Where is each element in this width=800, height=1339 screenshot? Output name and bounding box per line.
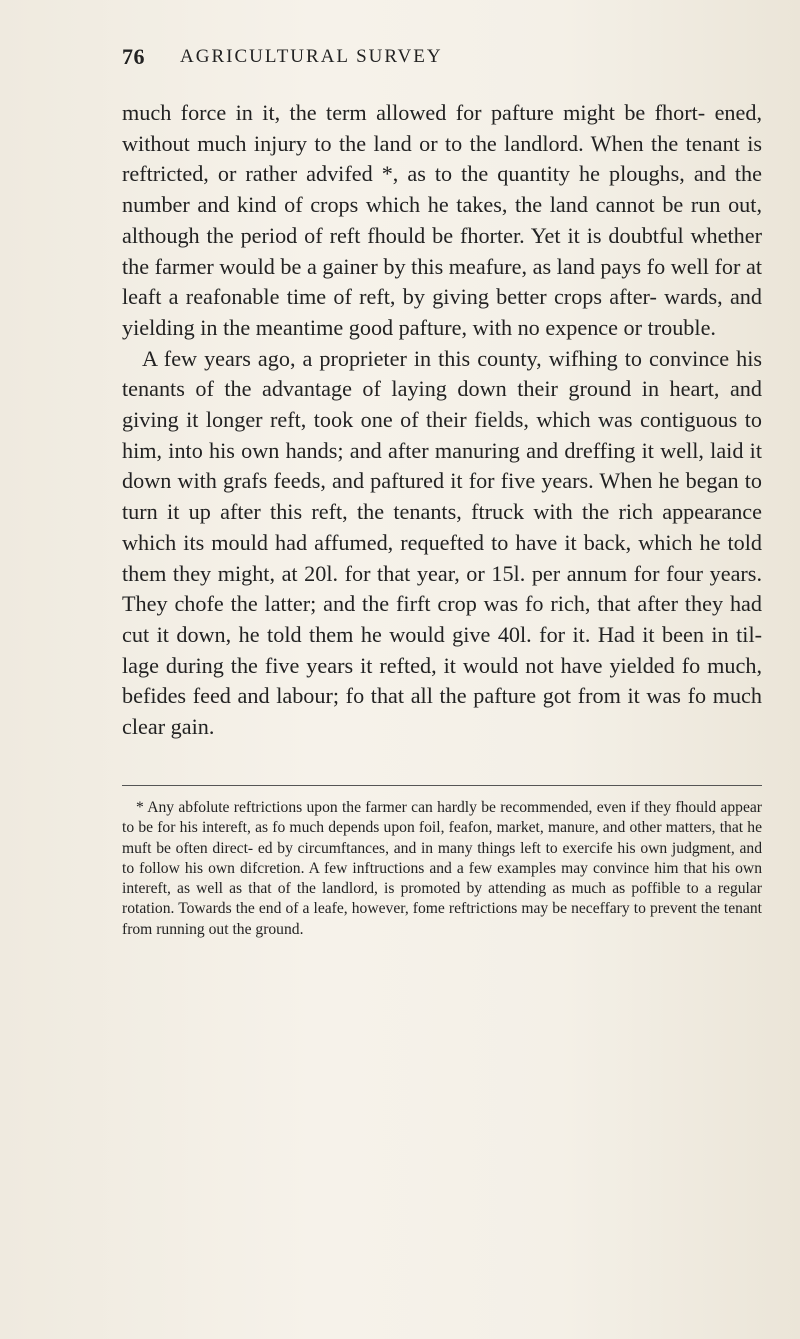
page-number: 76	[122, 44, 145, 69]
page-header	[122, 44, 762, 74]
paragraph-1: much force in it, the term allowed for pafture might be fhort- ened, without much injury to the land or to the landlord. When the tenant is reftricted, or rather advifed *, as to the quantity he ploughs, and the number and kind of crops which he takes, the land cannot be run out, although the period of reft fhould be fhorter. Yet it is doubtful whether the farmer would be a gainer by this meafure, as land pays fo well for at leaft a reafonable time of reft, by giving better crops after- wards, and yielding in the meantime good pafture, with no expence or trouble.	[122, 100, 762, 340]
footnote-text: * Any abfolute reftrictions upon the farmer can hardly be recommended, even if they fhould appear to be for his intereft, as fo much depends upon foil, feafon, market, manure, and other matters, that he muft be often direct- ed by circumftances, and in many things left to exercife his own judgment, and to follow his own difcretion. A few inftructions and a few examples may convince him that his own intereft, as well as that of the landlord, is promoted by attending as much as poffible to a regular rotation. Towards the end of a leafe, however, fome reftrictions may be neceffary to prevent the tenant from running out the ground.	[122, 799, 762, 938]
footnote-divider	[122, 785, 762, 786]
footnote	[122, 798, 762, 940]
running-head: AGRICULTURAL SURVEY	[180, 46, 443, 67]
paragraph-2: A few years ago, a proprieter in this county, wifhing to convince his tenants of the advantage of laying down their ground in heart, and giving it longer reft, took one of their fields, which was contiguous to him, into his own hands; and after manuring and dreffing it well, laid it down with grafs feeds, and paftured it for five years. When he began to turn it up after this reft, the tenants, ftruck with the rich appearance which its mould had affumed, requefted to have it back, which he told them they might, at 20l. for that year, or 15l. per annum for four years. They chofe the latter; and the firft crop was fo rich, that after they had cut it down, he told them he would give 40l. for it. Had it been in til- lage during the five years it refted, it would not have yielded fo much, befides feed and labour; fo that all the pafture got from it was fo much clear gain.	[122, 345, 762, 740]
main-text	[122, 98, 762, 743]
